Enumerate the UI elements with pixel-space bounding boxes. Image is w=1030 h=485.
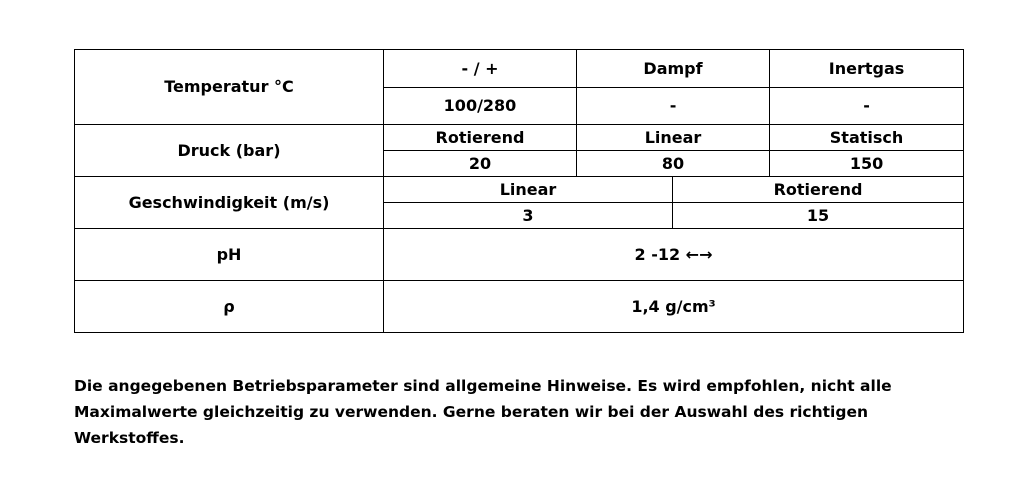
speed-header-row xyxy=(75,177,964,203)
ph-row xyxy=(75,229,964,281)
pressure-header-static: Statisch xyxy=(770,125,964,151)
temperature-header-row xyxy=(75,50,964,88)
pressure-value-linear: 80 xyxy=(577,151,770,177)
temperature-value-steam: - xyxy=(577,88,770,125)
pressure-header-rotating: Rotierend xyxy=(384,125,577,151)
speed-value-linear: 3 xyxy=(384,203,673,229)
density-row xyxy=(75,281,964,333)
ph-value: 2 -12 ←→ xyxy=(384,229,964,281)
operating-parameters-note: Die angegebenen Betriebsparameter sind allgemeine Hinweise. Es wird empfohlen, nicht alle Maximalwerte gleichzeitig zu verwenden. Gerne beraten wir bei der Auswahl des richtigen Werkstoffes. xyxy=(74,377,892,447)
speed-header-linear: Linear xyxy=(384,177,673,203)
pressure-value-static: 150 xyxy=(770,151,964,177)
speed-header-rotating: Rotierend xyxy=(673,177,964,203)
pressure-value-rotating: 20 xyxy=(384,151,577,177)
pressure-header-row xyxy=(75,125,964,151)
operating-parameters-table xyxy=(74,49,964,333)
pressure-label: Druck (bar) xyxy=(75,125,384,177)
temperature-header-minus-plus: - / + xyxy=(384,50,577,88)
speed-value-rotating: 15 xyxy=(673,203,964,229)
ph-label: pH xyxy=(75,229,384,281)
temperature-label: Temperatur °C xyxy=(75,50,384,125)
temperature-header-inert-gas: Inertgas xyxy=(770,50,964,88)
temperature-header-steam: Dampf xyxy=(577,50,770,88)
density-value: 1,4 g/cm³ xyxy=(384,281,964,333)
speed-label: Geschwindigkeit (m/s) xyxy=(75,177,384,229)
temperature-value-minus-plus: 100/280 xyxy=(384,88,577,125)
temperature-value-inert-gas: - xyxy=(770,88,964,125)
density-label: ρ xyxy=(75,281,384,333)
pressure-header-linear: Linear xyxy=(577,125,770,151)
